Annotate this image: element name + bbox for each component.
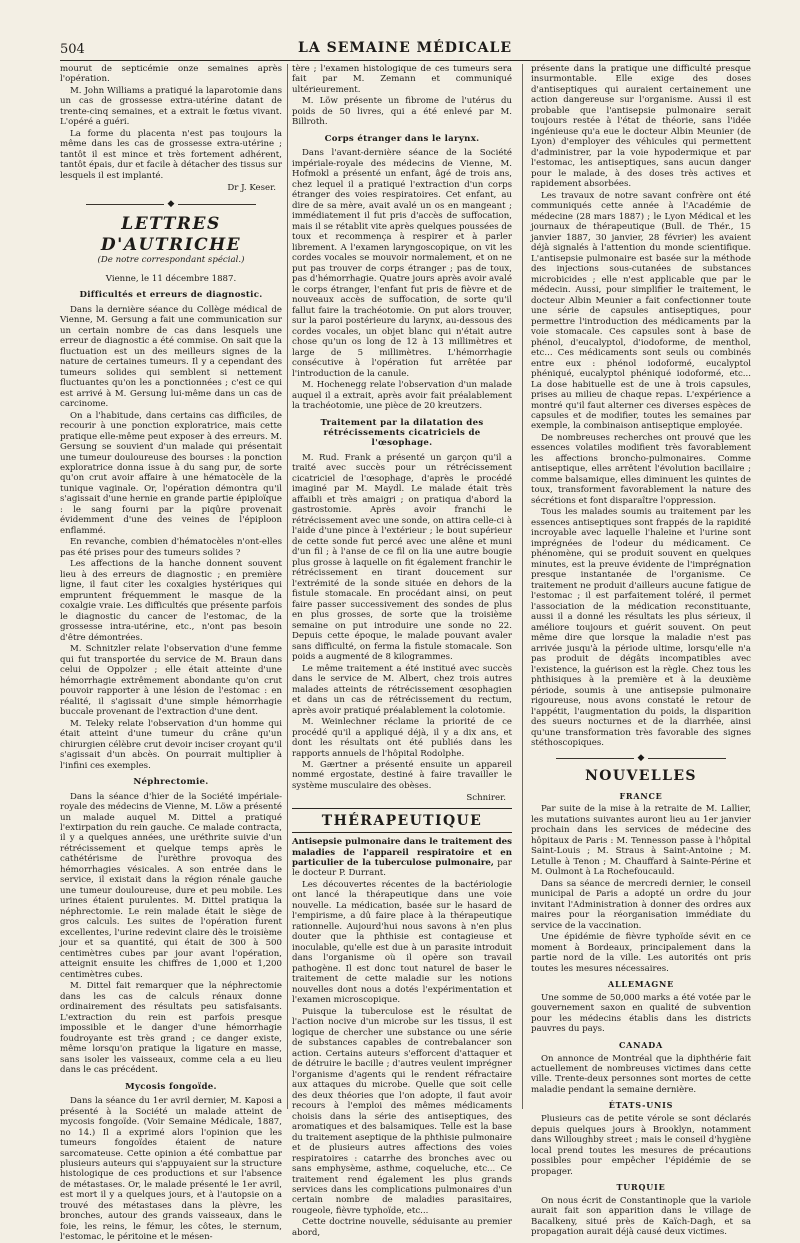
paragraph: Les travaux de notre savant confrère ont été communiqués cette année à l'Académie de médecine (28 mars 1887) ; le Lyon Médical et les journaux de thérapeutique (Bull. de Thér., 15 janvier 1887, 30 janvier, 28 février) les avaient déjà signalés à l'attention du monde scientifique. L'antisepsie pulmonaire est basée sur la méthode des injections sous-cutanées de substances microbicides ; elle n'est applicable que par le médecin. Aussi, pour simplifier le traitement, le docteur Albin Meunier a fait confectionner toute une série de capsules antiseptiques, pour permettre l'introduction des médicaments par la voie stomacale. Ces capsules sont à base de phénol, d'eucalyptol, d'iodoforme, de menthol, etc... Ces médicaments sont seuls ou combinés entre eux : phénol iodoformé, eucalyptol phéniqué, eucalyptol phéniqué iodoformé, etc... La dose habituelle est de une à trois capsules, prises au milieu de chaque repas. L'expérience a montré qu'il faut alterner ces diverses espèces de capsules et de modifier, toutes les semaines par exemple, la combinaison antiseptique employée. bbox=[531, 190, 751, 432]
article-heading: Néphrectomie. bbox=[133, 777, 209, 788]
article-heading: Traitement par la dilatation des rétrécissements cicatriciels de l'œsophage. bbox=[320, 417, 484, 449]
paragraph: Dans la séance du 1er avril dernier, M. Kaposi a présenté à la Société un malade atteint de mycosis fongoïde. (Voir Semaine Médicale, 1887, no 14.) Il a exprimé alors l'opinion que les tumeurs fongoïdes étaient de nature sarcomateuse. Cette opinion a été combattue par plusieurs auteurs qui s'appuyaient sur la structure histologique de ces productions et sur l'absence de métastases. Or, le malade présenté le 1er avril, est mort il y a quelques jours, et à l'autopsie on a trouvé des métastases dans la plèvre, les bronches, autour des grands vaisseaux, dans le foie, les reins, le fémur, les côtes, le sternum, l'estomac, le péritoine et le mésen- bbox=[60, 1096, 282, 1243]
paragraph: De nombreuses recherches ont prouvé que les essences volatiles modifient très favorablement les affections broncho-pulmonaires. Comme antiseptique, elles arrêtent l'évolution bacillaire ; comme balsamique, elles diminuent les quintes de toux, transforment favorablement la nature des sécrétions et font disparaître l'oppression. bbox=[531, 432, 751, 506]
paragraph: M. Schnitzler relate l'observation d'une femme qui fut transportée du service de M. Braun dans celui de Oppolzer ; elle était atteinte d'une hémorrhagie extrêmement abondante qu'on crut pouvoir rapporter à une lésion de l'estomac : en réalité, il s'agissait d'une simple hémorrhagie buccale provenant de l'extraction d'une dent. bbox=[60, 644, 282, 718]
column-rule-left bbox=[287, 64, 288, 1109]
news-item: On annonce de Montréal que la diphthérie fait actuellement de nombreuses victimes dans cette ville. Trente-deux personnes sont mortes de cette maladie pendant la semaine dernière. bbox=[531, 1053, 751, 1095]
paragraph: présente dans la pratique une difficulté presque insurmontable. Elle exige des doses d'antiseptiques qui auraient certainement une action dangereuse sur l'organisme. Aussi il est probable que l'antisepsie pulmonaire serait toujours restée à l'état de théorie, sans l'idée ingénieuse qu'a eue le docteur Albin Meunier (de Lyon) d'employer des véhicules qui permettent d'administrer, par la voie hypodermique et par l'estomac, les antiseptiques, sans aucun danger pour le malade, à des doses très actives et rapidement absorbées. bbox=[531, 64, 751, 190]
article-byline: par le docteur P. Durrant. bbox=[292, 857, 513, 879]
paragraph: M. Rud. Frank a présenté un garçon qu'il a traité avec succès pour un rétrécissement cicatriciel de l'œsophage, d'après le procédé imaginé par M. Maydl. Le malade était très affaibli et très amaigri ; on pratiqua d'abord la gastrostomie. Après avoir franchi le rétrécissement avec une sonde, on attira celle-ci à l'aide d'une pince à l'extérieur ; le bout supérieur de cette sonde fut percé avec une alêne et muni d'un fil ; à l'anse de ce fil on lia une autre bougie plus grosse à laquelle on fit également franchir le rétrécissement en tirant doucement sur l'extrémité de la sonde située en dehors de la fistule stomacale. En procédant ainsi, on peut faire passer successivement des sondes de plus en plus grosses, de sorte que la troisième semaine on put introduire une sonde no 22. Depuis cette époque, le malade pouvant avaler sans difficulté, on ferma la fistule stomacale. Son poids a augmenté de 8 kilogrammes. bbox=[292, 452, 512, 663]
paragraph: mourut de septicémie onze semaines après l'opération. bbox=[60, 64, 282, 85]
country-heading: ALLEMAGNE bbox=[607, 979, 675, 990]
country-heading: FRANCE bbox=[619, 790, 663, 801]
column-3 bbox=[531, 64, 751, 1238]
ornament-divider: ◆ bbox=[60, 200, 282, 210]
paragraph: En revanche, combien d'hématocèles n'ont-elles pas été prises pour des tumeurs solides ? bbox=[60, 537, 282, 558]
country-heading: TURQUIE bbox=[616, 1182, 666, 1193]
country-heading: ÉTATS-UNIS bbox=[608, 1100, 674, 1111]
paragraph: Le même traitement a été institué avec succès dans le service de M. Albert, chez trois autres malades atteints de rétrécissement œsophagien et dans un cas de rétrécissement du rectum, après avoir pratiqué préalablement la colotomie. bbox=[292, 663, 512, 716]
news-item: On nous écrit de Constantinople que la variole aurait fait son apparition dans le village de Bacalkeny, situé près de Kaïch-Dagh, et sa propagation aurait déjà causé deux victimes. bbox=[531, 1195, 751, 1238]
article-heading: Antisepsie pulmonaire dans le traitement des maladies de l'appareil respiratoire et en particulier de la tuberculose pulmonaire, bbox=[292, 837, 512, 868]
journal-title: LA SEMAINE MÉDICALE bbox=[298, 40, 512, 56]
paragraph: M. Löw présente un fibrome de l'utérus du poids de 50 livres, qui a été enlevé par M. Billroth. bbox=[292, 96, 512, 128]
news-item: Par suite de la mise à la retraite de M. Lallier, les mutations suivantes auront lieu au 1er janvier prochain dans les services de médecine des hôpitaux de Paris : M. Tennesson passe à l'hôpital Saint-Louis ; M. Straus à Saint-Antoine ; M. Letulle à Tenon ; M. Chauffard à Sainte-Périne et M. Oulmont à La Rochefoucauld. bbox=[531, 804, 751, 878]
section-title: THÉRAPEUTIQUE bbox=[321, 812, 483, 829]
news-item: Plusieurs cas de petite vérole se sont déclarés depuis quelques jours à Brooklyn, notamment dans Willoughby street ; mais le conseil d'hygiène local prend toutes les mesures de précautions possibles pour empêcher l'épidémie de se propager. bbox=[531, 1114, 751, 1177]
paragraph: M. Hochenegg relate l'observation d'un malade auquel il a extrait, après avoir fait préalablement la trachéotomie, une pièce de 20 kreutzers. bbox=[292, 380, 512, 412]
column-2 bbox=[292, 64, 513, 1238]
paragraph: M. Teleky relate l'observation d'un homme qui était atteint d'une tumeur du crâne qu'un chirurgien célèbre crut devoir inciser croyant qu'il s'agissait d'un abcès. On pourrait multiplier à l'infini ces exemples. bbox=[60, 718, 282, 771]
section-subtitle: (De notre correspondant spécial.) bbox=[97, 255, 245, 266]
article-heading: Mycosis fongoïde. bbox=[125, 1081, 217, 1092]
paragraph: Dans la dernière séance du Collège médical de Vienne, M. Gersung a fait une communication sur un certain nombre de cas dans lesquels une erreur de diagnostic a été commise. On sait que la fluctuation est un des meilleurs signes de la nature de certaines tumeurs. Il y a cependant des tumeurs solides qui semblent si nettement fluctuantes qu'on les a ponctionnées ; c'est ce qui est arrivé à M. Gersung lui-même dans un cas de carcinome. bbox=[60, 304, 282, 410]
paragraph: Tous les malades soumis au traitement par les essences antiseptiques sont frappés de la rapidité incroyable avec laquelle l'haleine et l'urine sont imprégnées de l'odeur du médicament. Ce phénomène, qui se produit souvent en quelques minutes, est la preuve évidente de l'imprégnation presque instantanée de l'organisme. Ce traitement ne produit d'ailleurs aucune fatigue de l'estomac ; il est parfaitement toléré, il permet l'association de la médication reconstituante, aussi il a donné les résultats les plus sérieux, il améliore toujours et guérit souvent. On peut même dire que lorsque la maladie n'est pas arrivée jusqu'à la période ultime, lorsqu'elle n'a pas produit de dégâts incompatibles avec l'existence, la guérison est la règle. Chez tous les phthisiques à la première et à la deuxième période, soumis à une antisepsie pulmonaire rigoureuse, nous avons constaté le retour de l'appétit, l'augmentation du poids, la disparition des sueurs nocturnes et de la diarrhée, ainsi qu'une transformation très favorable des signes stéthoscopiques. bbox=[531, 507, 751, 748]
paragraph: La forme du placenta n'est pas toujours la même dans les cas de grossesse extra-utérine ; tantôt il est mince et très fortement adhérent, tantôt épais, dur et facile à détacher des tissus sur lesquels il est implanté. bbox=[60, 128, 282, 181]
paragraph: M. Gærtner a présenté ensuite un appareil nommé ergostate, destiné à faire travailler le système musculaire des obèses. bbox=[292, 760, 512, 791]
divider-rule bbox=[292, 832, 512, 833]
article-heading: Corps étranger dans le larynx. bbox=[324, 133, 480, 144]
section-title: LETTRES D'AUTRICHE bbox=[100, 213, 242, 255]
paragraph: Dans l'avant-dernière séance de la Société impériale-royale des médecins de Vienne, M. Hofmokl a présenté un enfant, âgé de trois ans, chez lequel il a pratiqué l'extraction d'un corps étranger des voies respiratoires. Cet enfant, au dire de sa mère, avait avalé un os en mangeant ; immédiatement il fut pris d'accès de suffocation, mais il se rétablit vite après quelques poussées de toux et recommença à respirer et à parler librement. A l'examen laryngoscopique, on vit les cordes vocales se mouvoir normalement, et on ne put pas trouver de corps étranger ; pas de toux, pas d'hémorrhagie. Quatre jours après avoir avalé le corps étranger, l'enfant fut pris de fièvre et de nouveaux accès de suffocation, de sorte qu'il fallut faire la trachéotomie. On put alors trouver, sur la paroi postérieure du larynx, au-dessous des cordes vocales, un objet blanc qui n'était autre chose qu'un os long de 12 à 13 millimètres et large de 5 millimètres. L'hémorrhagie consécutive à l'opération fut arrêtée par l'introduction de la canule. bbox=[292, 148, 512, 379]
news-item: Une épidémie de fièvre typhoïde sévit en ce moment à Bordeaux, principalement dans la partie nord de la ville. Les autorités ont pris toutes les mesures nécessaires. bbox=[531, 932, 751, 974]
paragraph: M. Dittel fait remarquer que la néphrectomie dans les cas de calculs rénaux donne ordinairement des résultats peu satisfaisants. L'extraction du rein est parfois presque impossible et le danger d'une hémorrhagie foudroyante est très grand ; ce danger existe, même lorsqu'on pratique la ligature en masse, sans isoler les vaisseaux, comme cela a eu lieu dans le cas précédent. bbox=[60, 981, 282, 1076]
paragraph: On a l'habitude, dans certains cas difficiles, de recourir à une ponction exploratrice, mais cette pratique elle-même peut exposer à des erreurs. M. Gersung se souvient d'un malade qui présentait une tumeur douloureuse des bourses : la ponction exploratrice donna issue à du sang pur, de sorte qu'on crut avoir affaire à une hématocèle de la tunique vaginale. Or, l'opération démontra qu'il s'agissait d'une hernie en grande partie épiploïque : le sang fourni par la piqûre provenait évidemment d'une des veines de l'épiploon enflammé. bbox=[60, 410, 282, 536]
paragraph: M. Weinlechner réclame la priorité de ce procédé qu'il a appliqué déjà, il y a dix ans, et dont les résultats ont été publiés dans les rapports annuels de l'hôpital Rodolphe. bbox=[292, 717, 512, 759]
paragraph: Dans la séance d'hier de la Société impériale-royale des médecins de Vienne, M. Löw a présenté un malade auquel M. Dittel a pratiqué l'extirpation du rein gauche. Ce malade contracta, il y a quelques années, une uréthrite suivie d'un rétrécissement et quelque temps après le cathétérisme de l'urèthre provoqua des hémorrhagies vésicales. A son entrée dans le service, il existait dans la région rénale gauche une tumeur douloureuse, dure et peu mobile. Les urines étaient purulentes. M. Dittel pratiqua la néphrectomie. Le rein malade était le siège de gros calculs. Les suites de l'opération furent excellentes, l'urine redevint claire dès le troisième jour et sa quantité, qui était de 300 à 500 centimètres cubes par jour avant l'opération, atteignit ensuite les chiffres de 1,000 et 1,200 centimètres cubes. bbox=[60, 791, 282, 980]
page-number: 504 bbox=[60, 42, 85, 57]
column-rule-right bbox=[522, 64, 523, 1109]
paragraph: Les découvertes récentes de la bactériologie ont lancé la thérapeutique dans une voie nouvelle. La médication, basée sur le hasard de l'empirisme, a dû faire place à la thérapeutique rationnelle. Aujourd'hui nous savons à n'en plus douter que la phthisie est contagieuse et inoculable, qu'elle est due à un parasite introduit dans l'organisme où il opère son travail pathogène. Il est donc tout naturel de baser le traitement de cette maladie sur les notions nouvelles dont nous a dotés l'expérimentation et l'examen microscopique. bbox=[292, 879, 512, 1006]
news-item: Dans sa séance de mercredi dernier, le conseil municipal de Paris a adopté un ordre du jour invitant l'Administration à donner des ordres aux maires pour la réorganisation immédiate du service de la vaccination. bbox=[531, 878, 751, 931]
paragraph: Puisque la tuberculose est le résultat de l'action nocive d'un microbe sur les tissus, il est logique de chercher une substance ou une série de substances capables de contrebalancer son action. Certains auteurs s'efforcent d'attaquer et de détruire le bacille ; d'autres veulent imprégner l'organisme d'agents qui le rendent réfractaire aux attaques du microbe. Quelle que soit celle des deux théories que l'on adopte, il faut avoir recours à l'emploi des mêmes médicaments choisis dans la série des antiseptiques, des aromatiques et des balsamiques. Telle est la base du traitement aseptique de la phthisie pulmonaire et de plusieurs autres affections des voies respiratoires : catarrhe des bronches avec ou sans emphysème, asthme, coqueluche, etc... Ce traitement rend également les plus grands services dans les complications pulmonaires d'un certain nombre de maladies parasitaires, rougeole, fièvre typhoïde, etc... bbox=[292, 1006, 512, 1216]
dateline: Vienne, le 11 décembre 1887. bbox=[105, 273, 237, 284]
news-item: Une somme de 50,000 marks a été votée par le gouvernement saxon en qualité de subvention pour les médecins établis dans les districts pauvres du pays. bbox=[531, 992, 751, 1035]
country-heading: CANADA bbox=[618, 1039, 664, 1050]
section-title: NOUVELLES bbox=[585, 768, 697, 785]
signature: Dr J. Keser. bbox=[227, 183, 276, 194]
page-header bbox=[60, 38, 750, 61]
paragraph: M. John Williams a pratiqué la laparotomie dans un cas de grossesse extra-utérine datant de trente-cinq semaines, et a extrait le fœtus vivant. L'opéré a guéri. bbox=[60, 85, 282, 128]
divider-rule bbox=[292, 808, 512, 809]
ornament-divider: ◆ bbox=[531, 754, 751, 764]
signature: Schnirer. bbox=[466, 793, 506, 804]
article-heading: Difficultés et erreurs de diagnostic. bbox=[79, 290, 263, 301]
paragraph: tère ; l'examen histologique de ces tumeurs sera fait par M. Zemann et communiqué ultérieurement. bbox=[292, 64, 512, 95]
paragraph: Les affections de la hanche donnent souvent lieu à des erreurs de diagnostic ; en première ligne, il faut citer les coxalgies hystériques qui empruntent fréquemment le masque de la coxalgie vraie. Les difficultés que présente parfois le diagnostic du cancer de l'estomac, de la grossesse intra-utérine, etc., n'ont pas besoin d'être démontrées. bbox=[60, 559, 282, 643]
paragraph: Cette doctrine nouvelle, séduisante au premier abord, bbox=[292, 1217, 512, 1238]
column-1 bbox=[60, 64, 282, 1243]
